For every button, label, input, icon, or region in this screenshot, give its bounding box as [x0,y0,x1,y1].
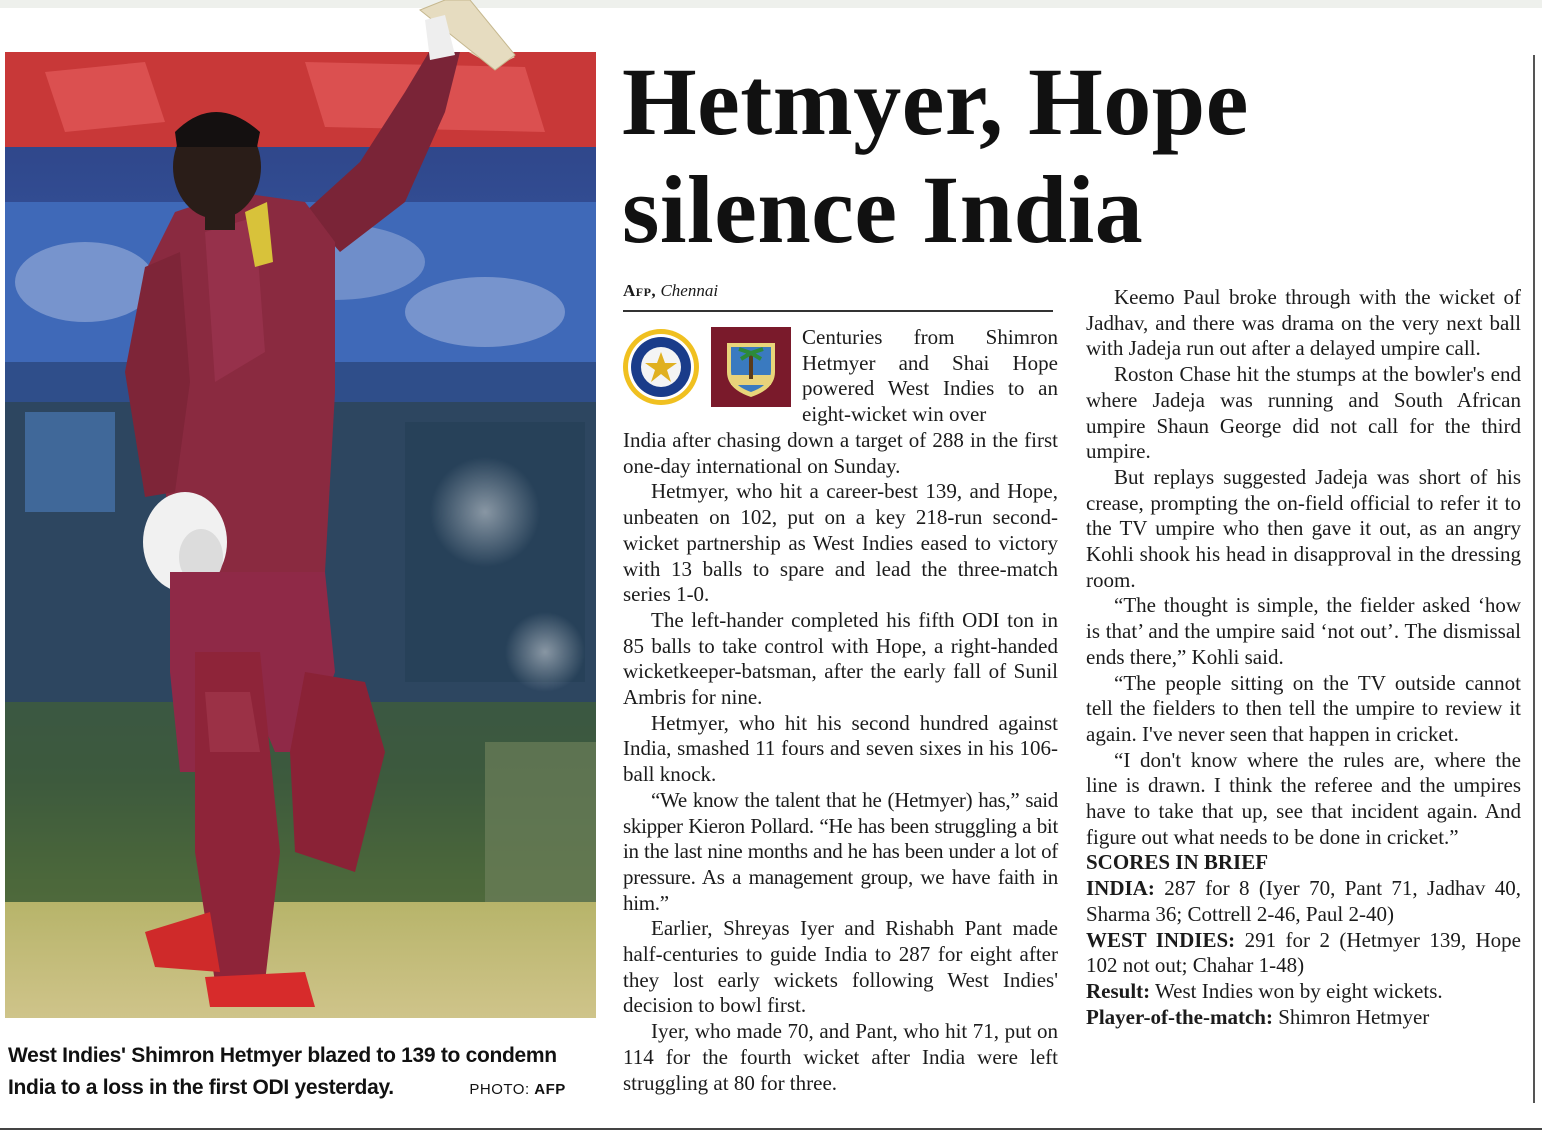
photo-caption [8,1040,608,1106]
caption-line-1: West Indies' Shimron Hetmyer blazed to 139 to condemn [8,1044,557,1067]
credit-label: PHOTO: [469,1081,530,1098]
pom-text: Shimron Hetmyer [1278,1004,1430,1029]
byline-agency: Afp, [623,281,657,300]
hetmyer-photo [5,52,596,1018]
caption-line-2: India to a loss in the first ODI yesterday. [8,1076,394,1099]
paragraph: Hetmyer, who hit his second hundred against India, smashed 11 fours and seven sixes in his 106-ball knock. [623,710,1058,787]
headline-line-1: Hetmyer, Hope [622,48,1249,155]
score-wi-label: WEST INDIES: [1086,927,1236,952]
paragraph: “The thought is simple, the fielder asked ‘how is that’ and the umpire said ‘not out’. The dismissal ends there,” Kohli said. [1086,593,1521,669]
paragraph: Roston Chase hit the stumps at the bowler's end where Jadeja was running and South African umpire Shaun George did not call for the third umpire. [1086,362,1521,464]
paragraph: “The people sitting on the TV outside cannot tell the fielders to then tell the umpire to review it again. I've never seen that happen in cricket. [1086,670,1521,746]
paragraph: But replays suggested Jadeja was short of his crease, prompting the on-field official to refer it to the TV umpire who then gave it out, as an angry Kohli shook his head in disapproval in the dressing room. [1086,464,1521,592]
right-column-rule [1533,55,1535,1103]
result-label: Result: [1086,978,1151,1003]
score-india-text: 287 for 8 (Iyer 70, Pant 71, Jadhav 40, Sharma 36; Cottrell 2-46, Paul 2-40) [1086,876,1522,926]
paragraph: “We know the talent that he (Hetmyer) has,” said skipper Kieron Pollard. “He has been struggling a bit in the last nine months and he has been under a lot of pressure. As a management group, we have faith in him.” [623,787,1058,915]
bcci-logo-icon [622,328,700,406]
byline [623,281,1053,312]
paragraph: Keemo Paul broke through with the wicket of Jadhav, and there was drama on the very next ball with Jadeja run out after a delayed umpire call. [1086,285,1521,361]
paragraph: The left-hander completed his fifth ODI ton in 85 balls to take control with Hope, a right-handed wicketkeeper-batsman, after the early fall of Sunil Ambris for nine. [623,607,1058,710]
headline [622,48,1522,264]
west-indies-logo-icon [711,327,791,407]
article-column-2 [1086,285,1521,1030]
bat-overflow [400,0,530,80]
result [1086,979,1521,1005]
lead-text-wrapped: Centuries from Shimron Hetmyer and Shai Hope powered West Indies to an eight-wicket win over [802,325,1058,427]
article-column-1 [623,428,1058,1096]
scores-heading: SCORES IN BRIEF [1086,850,1269,875]
byline-place: Chennai [660,281,719,300]
credit-source: AFP [534,1081,566,1098]
paragraph: Earlier, Shreyas Iyer and Rishabh Pant made half-centuries to guide India to 287 for eight after they lost early wickets following West Indies' decision to bowl first. [623,916,1058,1018]
lead-text-rest: India after chasing down a target of 288 in the first one-day international on Sunday. [623,428,1058,478]
score-india [1086,876,1521,927]
paragraph: Hetmyer, who hit a career-best 139, and Hope, unbeaten on 102, put on a key 218-run second-wicket partnership as West Indies eased to victory with 13 balls to spare and lead the three-match series 1-0. [623,479,1058,607]
player-of-the-match [1086,1005,1521,1031]
bottom-border [0,1128,1542,1130]
headline-line-2: silence India [622,156,1144,263]
score-west-indies [1086,928,1521,979]
result-text: West Indies won by eight wickets. [1155,978,1443,1003]
paragraph: Iyer, who made 70, and Pant, who hit 71, put on 114 for the fourth wicket after India were left struggling at 80 for three. [623,1019,1058,1095]
top-border [0,0,1542,8]
pom-label: Player-of-the-match: [1086,1004,1273,1029]
lead-paragraph-start [802,325,1058,428]
photo-credit [469,1081,565,1098]
paragraph: “I don't know where the rules are, where the line is drawn. I think the referee and the umpires have to take that up, see that incident again. And figure out what needs to be done in cricket.” [1086,747,1521,849]
score-india-label: INDIA: [1086,876,1155,901]
score-wi-text: 291 for 2 (Hetmyer 139, Hope 102 not out; Chahar 1-48) [1086,927,1522,978]
